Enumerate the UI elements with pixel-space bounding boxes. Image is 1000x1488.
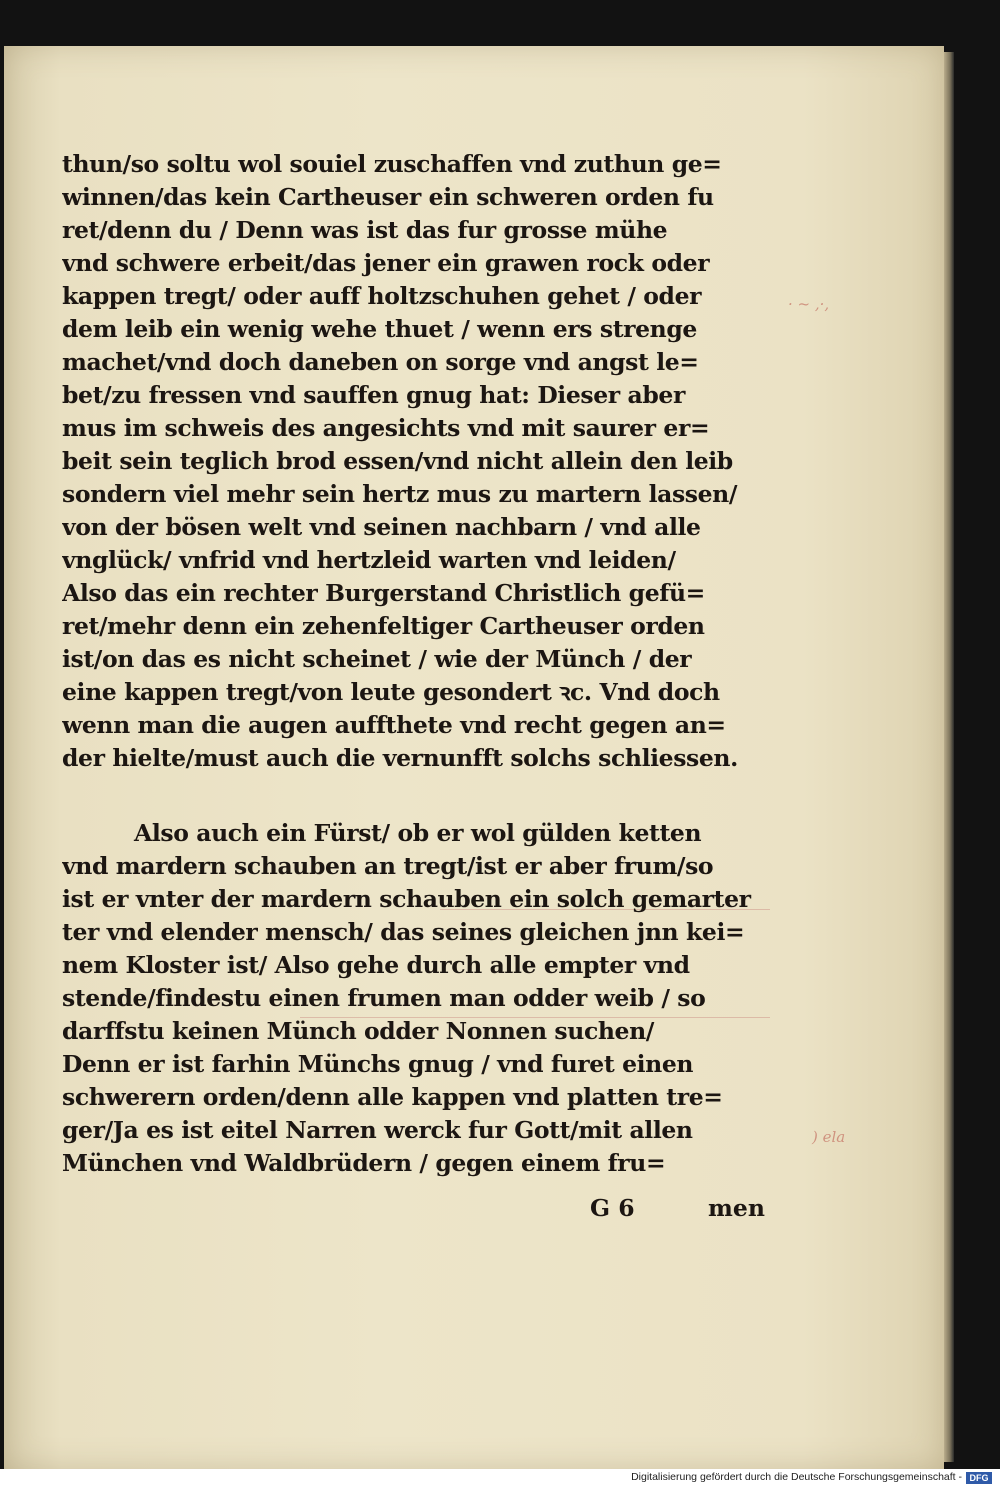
text-line: mus im schweis des angesichts vnd mit saurer er= xyxy=(62,414,710,442)
text-line: ger/Ja es ist eitel Narren werck fur Gott/mit allen xyxy=(62,1116,693,1144)
text-line: sondern viel mehr sein hertz mus zu martern lassen/ xyxy=(62,480,738,508)
text-line: der hielte/must auch die vernunfft solchs schliessen. xyxy=(62,744,738,772)
page-edge xyxy=(944,52,954,1462)
text-line: ter vnd elender mensch/ das seines gleichen jnn kei= xyxy=(62,918,745,946)
text-line: nem Kloster ist/ Also gehe durch alle empter vnd xyxy=(62,951,690,979)
text-line: stende/findestu einen frumen man odder weib / so xyxy=(62,984,706,1012)
body-text xyxy=(62,148,774,1180)
text-line: bet/zu fressen vnd sauffen gnug hat: Dieser aber xyxy=(62,381,685,409)
text-line: eine kappen tregt/von leute gesondert ꝛc. Vnd doch xyxy=(62,678,720,706)
paragraph-1 xyxy=(62,148,774,775)
text-line: schwerern orden/denn alle kappen vnd platten tre= xyxy=(62,1083,723,1111)
text-line: ist er vnter der mardern schauben ein solch gemarter xyxy=(62,885,751,913)
dfg-logo: DFG xyxy=(966,1472,992,1484)
text-line: kappen tregt/ oder auff holtzschuhen gehet / oder xyxy=(62,282,702,310)
text-line: beit sein teglich brod essen/vnd nicht allein den leib xyxy=(62,447,733,475)
text-line: thun/so soltu wol souiel zuschaffen vnd zuthun ge= xyxy=(62,150,722,178)
signature-catchword-line xyxy=(590,1191,780,1225)
paragraph-gap xyxy=(62,775,774,817)
text-line: wenn man die augen auffthete vnd recht gegen an= xyxy=(62,711,726,739)
paragraph-2 xyxy=(62,817,774,1180)
text-line: ret/mehr denn ein zehenfeltiger Cartheuser orden xyxy=(62,612,705,640)
text-line: dem leib ein wenig wehe thuet / wenn ers strenge xyxy=(62,315,697,343)
text-line: darffstu keinen Münch odder Nonnen suchen/ xyxy=(62,1017,654,1045)
margin-annotation: ) ela xyxy=(812,1128,846,1146)
text-line: vnd mardern schauben an tregt/ist er aber frum/so xyxy=(62,852,714,880)
text-line: vnglück/ vnfrid vnd hertzleid warten vnd leiden/ xyxy=(62,546,676,574)
margin-annotation: · ~ ,·, xyxy=(788,295,830,313)
catchword: men xyxy=(708,1194,765,1222)
signature-mark: G 6 xyxy=(590,1194,635,1222)
text-line: München vnd Waldbrüdern / gegen einem fru= xyxy=(62,1149,666,1177)
text-line: Also das ein rechter Burgerstand Christlich gefü= xyxy=(62,579,705,607)
text-line: Denn er ist farhin Münchs gnug / vnd furet einen xyxy=(62,1050,694,1078)
text-line: machet/vnd doch daneben on sorge vnd angst le= xyxy=(62,348,699,376)
digitization-footer xyxy=(0,1469,1000,1488)
text-line: ret/denn du / Denn was ist das fur grosse mühe xyxy=(62,216,668,244)
text-line: winnen/das kein Cartheuser ein schweren orden fu xyxy=(62,183,714,211)
text-line: Also auch ein Fürst/ ob er wol gülden ketten xyxy=(134,819,702,847)
text-line: von der bösen welt vnd seinen nachbarn / vnd alle xyxy=(62,513,701,541)
text-line: ist/on das es nicht scheinet / wie der Münch / der xyxy=(62,645,692,673)
funding-credit: Digitalisierung gefördert durch die Deutsche Forschungsgemeinschaft - xyxy=(631,1471,962,1483)
text-line: vnd schwere erbeit/das jener ein grawen rock oder xyxy=(62,249,710,277)
